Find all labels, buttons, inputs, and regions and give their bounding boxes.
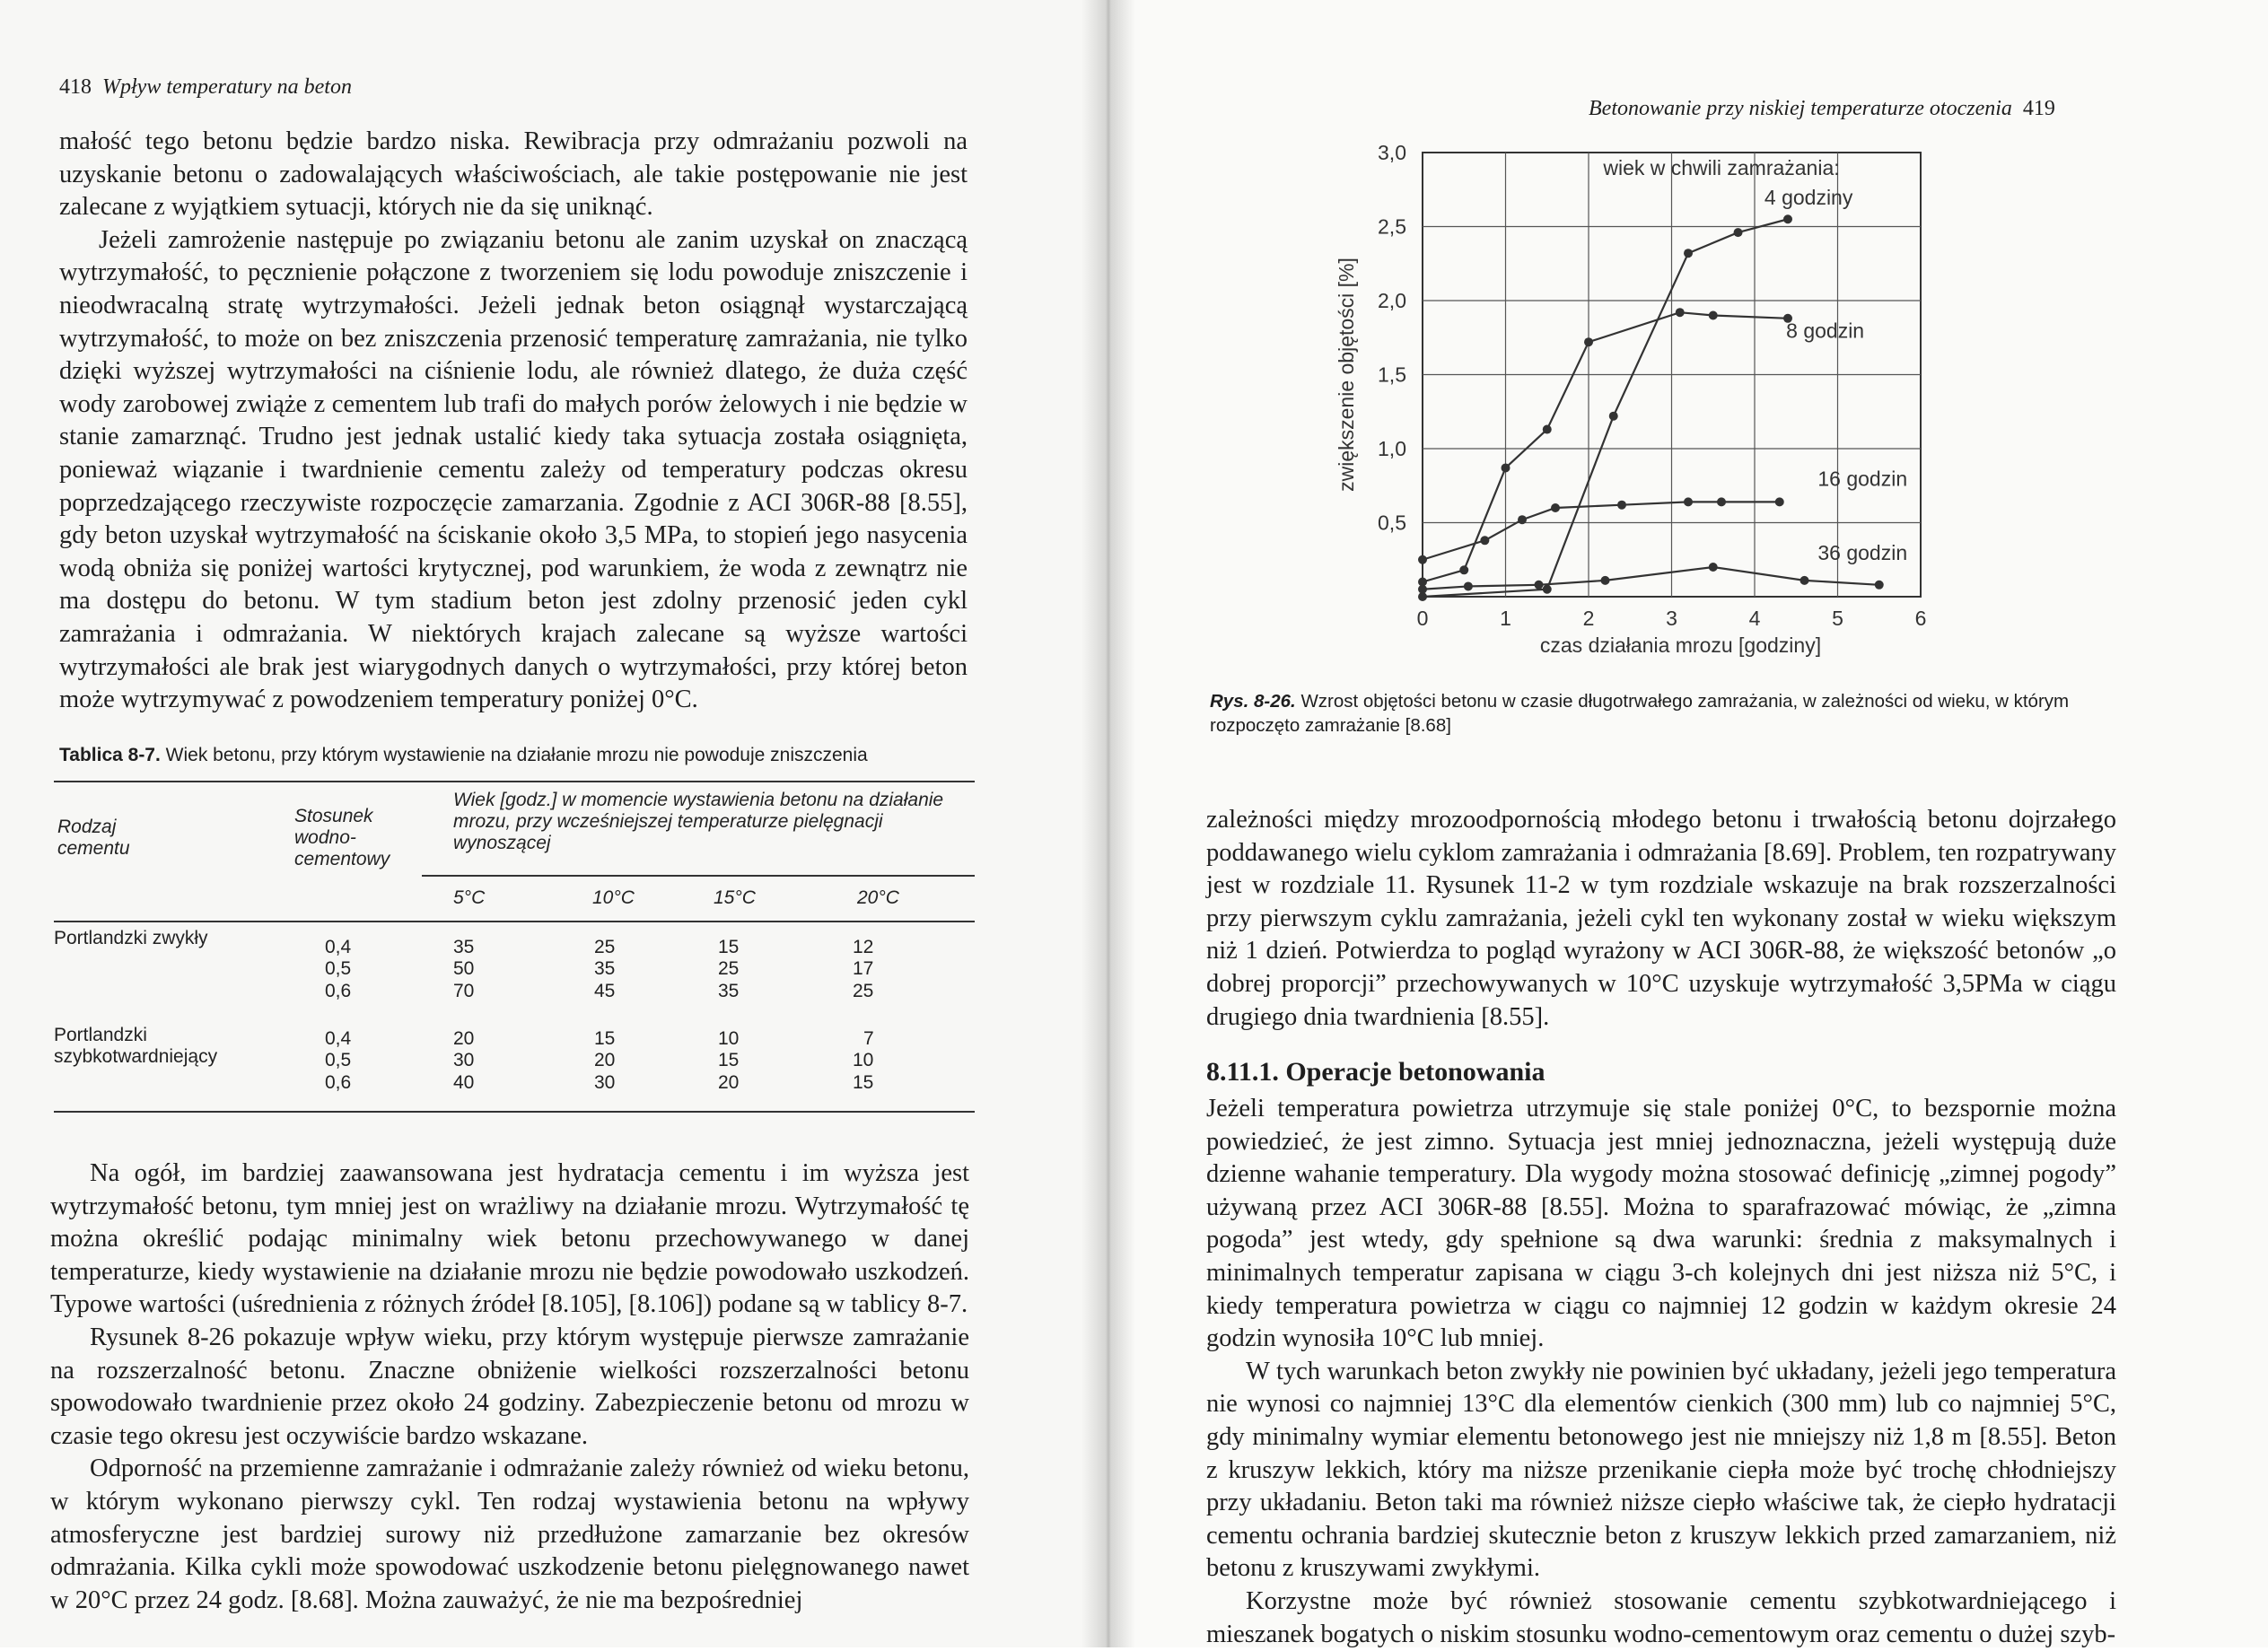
ratio-cell: 0,4 (325, 937, 352, 957)
value-cell: 15 (594, 1028, 616, 1049)
data-point (1459, 565, 1468, 574)
series-label: 8 godzin (1786, 319, 1865, 343)
paragraph: Rysunek 8-26 pokazuje wpływ wieku, przy którym występuje pierwsze zamrażanie na rozszerzalność betonu. Znaczne obniżenie wielkości rozszerzalności betonu spowodowało twardnienie przez około 24 godziny. Zabezpieczenie betonu od mrozu w czasie tego okresu jest oczywiście bardzo wskazane. (50, 1323, 969, 1450)
series-label: 16 godzin (1817, 467, 1908, 491)
header-temp-20: 20°C (857, 887, 899, 908)
value-cell: 20 (594, 1050, 616, 1070)
data-point (1543, 585, 1552, 594)
data-point (1734, 228, 1743, 237)
left-running-head (59, 75, 352, 100)
data-point (1676, 308, 1685, 317)
data-point (1709, 311, 1718, 320)
x-tick-label: 6 (1914, 607, 1927, 630)
ratio-cell: 0,4 (325, 1028, 352, 1049)
data-point (1535, 581, 1544, 590)
header-ratio: Stosunek wodno-cementowy (294, 806, 390, 869)
series-line (1423, 312, 1788, 581)
x-tick-label: 5 (1832, 607, 1843, 630)
figure-8-26-chart (1328, 135, 1975, 673)
data-point (1609, 412, 1618, 421)
paragraph: Odporność na przemienne zamrażanie i odmrażanie zależy również od wieku betonu, w którym wykonano pierwszy cykl. Ten rodzaj wystawienia betonu na wpływy atmosferyczne jest bardziej surowy niż przedłużone zamarzanie bez okresów odmrażania. Kilka cykli może spowodować uszkodzenie betonu pielęgnowanego nawet w 20°C przez 24 godz. [8.68]. Można zauważyć, że nie ma bezpośredniej (50, 1454, 969, 1614)
figure-caption (1210, 689, 2143, 738)
right-running-title: Betonowanie przy niskiej temperaturze otoczenia (1589, 97, 2012, 120)
value-cell: 30 (453, 1050, 475, 1070)
header-temp-5: 5°C (453, 887, 486, 908)
table-top-rule (54, 781, 975, 782)
value-cell: 25 (853, 981, 874, 1001)
value-cell: 20 (453, 1028, 475, 1049)
right-running-head (1589, 97, 2055, 121)
data-point (1601, 576, 1610, 585)
left-top-text (59, 126, 968, 717)
y-tick-label: 2,0 (1378, 289, 1406, 312)
paragraph: Na ogół, im bardziej zaawansowana jest hydratacja cementu i im wyższa jest wytrzymałość betonu, tym mniej jest on wrażliwy na działanie mrozu. Wytrzymałość tę można określić podając minimalny wiek betonu przechowywanego w danej temperaturze, kiedy wystawienie na działanie mrozu nie będzie powodowało uszkodzeń. Typowe wartości (uśrednienia z różnych źródeł [8.105], [8.106]) podane są w tablicy 8-7. (50, 1159, 969, 1319)
figure-caption-text: Wzrost objętości betonu w czasie długotrwałego zamrażania, w zależności od wieku, w którym rozpoczęto zamrażanie [8.68] (1210, 691, 2070, 736)
table-bottom-rule (54, 1111, 975, 1113)
value-cell: 10 (853, 1050, 874, 1070)
value-cell: 45 (594, 981, 616, 1001)
y-tick-label: 3,0 (1378, 141, 1406, 164)
data-point (1684, 249, 1693, 258)
left-bottom-text (50, 1157, 969, 1617)
data-point (1518, 515, 1527, 524)
y-tick-label: 0,5 (1378, 511, 1406, 535)
value-cell: 40 (453, 1072, 475, 1093)
value-cell: 12 (853, 937, 874, 957)
y-tick-label: 2,5 (1378, 214, 1406, 239)
series-line (1423, 567, 1879, 590)
right-page-number: 419 (2022, 97, 2055, 120)
x-tick-label: 3 (1666, 607, 1677, 630)
paragraph: małość tego betonu będzie bardzo niska. Rewibracja przy odmrażaniu pozwoli na uzyskanie betonu o zadowalających właściwościach, ale takie postępowanie nie jest zalecane z wyjątkiem sytuacji, których nie da się uniknąć. (59, 127, 968, 222)
chart-series (1418, 214, 1884, 601)
header-age: Wiek [godz.] w momencie wystawienia betonu na działanie mrozu, przy wcześniejszej temperaturze pielęgnacji wynoszącej (453, 790, 944, 853)
y-axis-label: zwiększenie objętości [%] (1335, 258, 1358, 492)
data-point (1783, 214, 1792, 223)
right-top-text (1206, 804, 2116, 1034)
data-point (1480, 536, 1489, 545)
series-label: 4 godziny (1764, 185, 1853, 209)
value-cell: 7 (863, 1028, 874, 1049)
data-point (1502, 463, 1511, 472)
paragraph: Jeżeli temperatura powietrza utrzymuje się stale poniżej 0°C, to bezspornie można powiedzieć, że jest zimno. Sytuacja jest mniej jednoznaczna, jeżeli występują duże dzienne wahanie temperatury. Dla wygody można stosować definicję „zimnej pogody” używaną przez ACI 306R-88 [8.55]. Można to sparafrazować mówiąc, że „zimna pogoda” jest wtedy, gdy spełnione są dwa warunki: średnia z maksymalnych i minimalnych temperatur zapisana w ciągu 3-ch kolejnych dni jest niższa niż 5°C, i kiedy temperatura powietrza w ciągu co najmniej 12 godzin w każdym okresie 24 godzin wynosiła 10°C lub mniej. (1206, 1095, 2116, 1353)
value-cell: 50 (453, 958, 475, 979)
x-tick-label: 1 (1500, 607, 1511, 630)
value-cell: 15 (718, 937, 740, 957)
data-point (1418, 555, 1427, 564)
ratio-cell: 0,5 (325, 1050, 352, 1070)
value-cell: 25 (594, 937, 616, 957)
chart-grid (1423, 153, 1921, 597)
table-header-rule (54, 921, 975, 922)
header-cement: Rodzaj cementu (57, 817, 130, 859)
paragraph: Korzystne może być również stosowanie cementu szybkotwardniejącego i mieszanek bogatych o niskim stosunku wodno-cementowym oraz cementu o dużej szyb- (1206, 1586, 2116, 1648)
cement-type: Portlandzki zwykły (54, 928, 208, 948)
table-caption-text: Wiek betonu, przy którym wystawienie na działanie mrozu nie powoduje zniszczenia (165, 745, 868, 765)
ratio-cell: 0,5 (325, 958, 352, 979)
value-cell: 15 (853, 1072, 874, 1093)
figure-caption-label: Rys. 8-26. (1210, 691, 1296, 712)
right-section-text (1206, 1093, 2116, 1651)
x-axis-label: czas działania mrozu [godziny] (1539, 633, 1822, 657)
data-point (1551, 503, 1560, 512)
table-caption (59, 743, 993, 767)
value-cell: 35 (453, 937, 475, 957)
data-point (1875, 581, 1884, 590)
table-caption-label: Tablica 8-7. (59, 745, 161, 765)
value-cell: 70 (453, 981, 475, 1001)
ratio-cell: 0,6 (325, 1072, 352, 1093)
ratio-cell: 0,6 (325, 981, 352, 1001)
left-running-title: Wpływ temperatury na beton (102, 75, 352, 99)
y-tick-label: 1,5 (1378, 363, 1406, 387)
series-line (1423, 502, 1780, 559)
value-cell: 35 (594, 958, 616, 979)
value-cell: 35 (718, 981, 740, 1001)
x-tick-label: 4 (1748, 607, 1761, 630)
paragraph: Jeżeli zamrożenie następuje po związaniu betonu ale zanim uzyskał on znaczącą wytrzymałość, to pęcznienie połączone z tworzeniem się lodu powoduje zniszczenie i nieodwracalną stratę wytrzymałości. Jeżeli jednak beton osiągnął wystarczającą wytrzymałość, to może on bez zniszczenia przenosić temperaturę zamrażania, nie tylko dzięki wyższej wytrzymałości na ciśnienie lodu, ale również dlatego, że duża część wody zarobowej zwiąże z cementem lub trafi do małych porów żelowych i nie będzie w stanie zamarznąć. Trudno jest jednak ustalić kiedy taka sytuacja została osiągnięta, ponieważ wiązanie i twardnienie cementu zależy od temperatury podczas okresu poprzedzającego rzeczywiste rozpoczęcie zamarzania. Zgodnie z ACI 306R-88 [8.55], gdy beton uzyskał wytrzymałość na ściskanie około 3,5 MPa, to stopień jego nasycenia wodą obniża się poniżej wartości krytycznej, pod warunkiem, że woda z zewnątrz nie ma dostępu do betonu. W tym stadium beton jest zdolny przenosić jeden cykl zamrażania i odmrażania. W niektórych krajach zalecane są wyższe wartości wytrzymałości ale brak jest wiarygodnych danych o wytrzymałości, przy której beton może wytrzymywać z powodzeniem temperatury poniżej 0°C. (59, 225, 968, 714)
value-cell: 30 (594, 1072, 616, 1093)
x-tick-label: 0 (1416, 607, 1429, 630)
data-point (1800, 576, 1809, 585)
value-cell: 25 (718, 958, 740, 979)
header-temp-15: 15°C (714, 887, 756, 908)
value-cell: 20 (718, 1072, 740, 1093)
data-point (1617, 501, 1626, 510)
left-page-number: 418 (59, 75, 92, 99)
series-line (1423, 219, 1788, 597)
y-tick-label: 1,0 (1378, 437, 1406, 460)
data-point (1543, 425, 1552, 434)
data-point (1464, 581, 1473, 590)
data-point (1418, 585, 1427, 594)
paragraph: zależności między mrozoodpornością młodego betonu i trwałością betonu dojrzałego poddawanego wielu cyklom zamrażania i odmrażania [8.69]. Problem, ten rozpatrywany jest w rozdziale 11. Rysunek 11-2 w tym rozdziale wskazuje na brak rozszerzalności przy pierwszym cyklu zamrażania, jeżeli cykl ten wykonany został w wieku większym niż 1 dzień. Potwierdza to pogląd wyrażony w ACI 306R-88, że większość betonów „o dobrej proporcji” przechowywanych w 10°C uzyskuje wytrzymałość 3,5PMa w ciągu drugiego dnia twardnienia [8.55]. (1206, 806, 2116, 1031)
data-point (1684, 497, 1693, 506)
data-point (1775, 497, 1784, 506)
value-cell: 15 (718, 1050, 740, 1070)
paragraph: W tych warunkach beton zwykły nie powinien być układany, jeżeli jego temperatura nie wynosi co najmniej 13°C dla elementów cienkich (300 mm) lub co najmniej 5°C, gdy minimalny wymiar elementu betonowego jest nie mniejszy niż 1,8 m [8.55]. Beton z kruszyw lekkich, który ma niższe przenikanie ciepła może być trochę chłodniejszy przy układaniu. Beton taki ma również niższe ciepło właściwe tak, że ciepło hydratacji cementu ochrania bardziej skutecznie beton z kruszyw lekkich przed zamarzaniem, niż betonu z kruszywami zwykłymi. (1206, 1357, 2116, 1583)
section-heading: 8.11.1. Operacje betonowania (1206, 1057, 1546, 1087)
cement-type: Portlandzki szybkotwardniejący (54, 1025, 218, 1067)
series-label: 36 godzin (1817, 540, 1908, 564)
table-sub-rule (422, 875, 975, 877)
book-gutter (1081, 0, 1135, 1647)
value-cell: 17 (853, 958, 874, 979)
header-temp-10: 10°C (592, 887, 635, 908)
data-point (1584, 337, 1593, 346)
x-tick-label: 2 (1582, 607, 1595, 630)
data-point (1717, 497, 1726, 506)
data-point (1709, 563, 1718, 572)
legend-title: wiek w chwili zamrażania: (1603, 155, 1840, 179)
value-cell: 10 (718, 1028, 740, 1049)
